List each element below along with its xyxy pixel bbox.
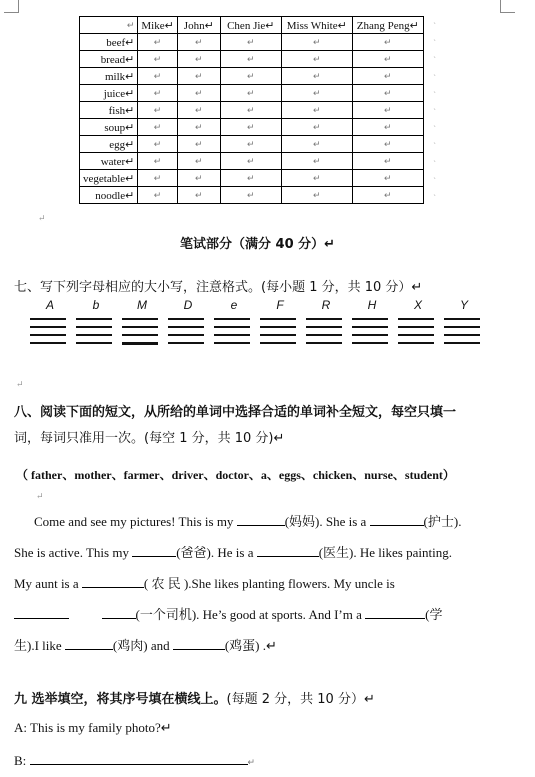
table-cell[interactable] xyxy=(352,34,423,51)
row-end-mark: ` xyxy=(433,125,437,135)
cell-mark: ↵ xyxy=(153,105,162,115)
table-row xyxy=(80,34,424,51)
writing-line xyxy=(260,326,296,328)
question-8-title xyxy=(14,400,514,452)
cell-mark: ↵ xyxy=(313,173,321,183)
food-label: milk↵ xyxy=(80,68,138,85)
question-9-line-a: A: This is my family photo?↵ xyxy=(14,720,172,735)
table-cell[interactable] xyxy=(281,85,352,102)
paragraph-mark: ↵ xyxy=(38,214,46,224)
cell-mark: ↵ xyxy=(153,88,162,98)
writing-line xyxy=(352,318,388,320)
question-8-title-line1: 八、阅读下面的短文，从所给的单词中选择合适的单词补全短文，每空只填一 xyxy=(14,405,457,420)
writing-line xyxy=(168,326,204,328)
writing-line xyxy=(168,334,204,336)
table-row xyxy=(80,119,424,136)
writing-line xyxy=(214,334,250,336)
row-end-mark: ` xyxy=(433,90,437,100)
table-cell[interactable] xyxy=(138,51,177,68)
table-header-cell: Miss White↵ xyxy=(281,17,352,34)
writing-line xyxy=(214,342,250,344)
cell-mark: ↵ xyxy=(313,122,321,132)
cell-mark: ↵ xyxy=(384,105,392,115)
writing-line xyxy=(260,342,296,344)
table-cell[interactable] xyxy=(352,68,423,85)
writing-line xyxy=(30,334,66,336)
table-cell[interactable] xyxy=(138,34,177,51)
blank-8[interactable] xyxy=(365,606,425,619)
cell-mark: ↵ xyxy=(247,54,255,64)
table-cell[interactable] xyxy=(177,102,220,119)
writing-line xyxy=(260,318,296,320)
table-row xyxy=(80,136,424,153)
row-end-mark: ` xyxy=(433,159,437,169)
row-end-mark: ` xyxy=(433,39,437,49)
blank-10[interactable] xyxy=(173,637,225,650)
cell-mark: ↵ xyxy=(153,173,162,183)
blank-3[interactable] xyxy=(132,544,176,557)
table-cell[interactable] xyxy=(281,136,352,153)
row-end-mark: ` xyxy=(433,194,437,203)
table-cell[interactable] xyxy=(177,34,220,51)
cell-mark: ↵ xyxy=(313,37,321,47)
letter-label: X xyxy=(413,298,422,312)
table-cell[interactable] xyxy=(352,102,423,119)
food-label: beef↵ xyxy=(80,34,138,51)
cell-mark: ↵ xyxy=(247,122,255,132)
cell-mark: ↵ xyxy=(247,139,255,149)
cell-mark: ↵ xyxy=(313,139,321,149)
cell-mark: ↵ xyxy=(384,122,392,132)
table-cell[interactable] xyxy=(138,68,177,85)
table-cell[interactable] xyxy=(138,153,177,170)
question-9-title: 九 选举填空，将其序号填在横线上。(每题 2 分，共 10 分）↵ xyxy=(14,692,375,707)
table-row xyxy=(80,153,424,170)
writing-line xyxy=(30,342,66,344)
cell-mark: ↵ xyxy=(195,71,203,81)
table-cell[interactable] xyxy=(177,85,220,102)
table-cell[interactable] xyxy=(177,187,220,204)
table-corner-cell: ↵ xyxy=(80,17,138,34)
table-cell[interactable] xyxy=(220,170,281,187)
table-cell[interactable] xyxy=(220,51,281,68)
letter-label: R xyxy=(321,298,331,312)
writing-line xyxy=(306,342,342,344)
cell-mark: ↵ xyxy=(195,173,203,183)
table-cell[interactable] xyxy=(281,102,352,119)
writing-line xyxy=(122,342,158,345)
cell-mark: ↵ xyxy=(195,54,203,64)
writing-line xyxy=(352,334,388,336)
cell-mark: ↵ xyxy=(195,88,203,98)
table-cell[interactable] xyxy=(281,68,352,85)
writing-line xyxy=(444,342,480,344)
writing-line xyxy=(398,342,434,344)
writing-line xyxy=(76,318,112,320)
answer-blank-b[interactable] xyxy=(30,752,248,765)
table-cell[interactable] xyxy=(352,187,423,204)
cell-mark: ↵ xyxy=(384,173,392,183)
table-cell[interactable] xyxy=(220,102,281,119)
table-row xyxy=(80,102,424,119)
cell-mark: ↵ xyxy=(247,190,255,200)
blank-4[interactable] xyxy=(257,544,319,557)
table-cell[interactable] xyxy=(177,119,220,136)
letter-label: Y xyxy=(459,298,468,312)
page-corner-mark-left xyxy=(4,0,19,13)
cell-mark: ↵ xyxy=(313,156,321,166)
writing-line xyxy=(444,318,480,320)
reading-passage: Come and see my pictures! This is my (妈妈). She is a (护士). She is active. This my (爸爸). He is a (医生). He likes painting. My aunt is a ( 农 民 ).She likes planting flowers. My uncle is (一个司机). He’s good at sports. And I’m a (学 生).I like (鸡肉) and (鸡蛋) .↵ xyxy=(14,514,462,653)
section-title: 笔试部分（满分 40 分）↵ xyxy=(180,237,336,252)
writing-line xyxy=(444,326,480,328)
cell-mark: ↵ xyxy=(195,122,203,132)
cell-mark: ↵ xyxy=(195,105,203,115)
blank-6[interactable] xyxy=(14,606,69,619)
writing-line xyxy=(398,334,434,336)
table-cell[interactable] xyxy=(177,51,220,68)
table-cell[interactable] xyxy=(281,51,352,68)
blank-5[interactable] xyxy=(82,575,144,588)
writing-line xyxy=(30,326,66,328)
cell-mark: ↵ xyxy=(313,71,321,81)
food-preference-table xyxy=(79,16,424,204)
table-cell[interactable] xyxy=(177,136,220,153)
question-7-title: 七、写下列字母相应的大小写，注意格式。(每小题 1 分，共 10 分）↵ xyxy=(14,280,423,295)
table-cell[interactable] xyxy=(352,153,423,170)
table-cell[interactable] xyxy=(352,170,423,187)
cell-mark: ↵ xyxy=(153,71,162,81)
food-label: soup↵ xyxy=(80,119,138,136)
cell-mark: ↵ xyxy=(384,156,392,166)
writing-line xyxy=(306,326,342,328)
food-label: noodle↵ xyxy=(80,187,138,204)
letter-label: e xyxy=(230,298,238,312)
writing-line xyxy=(122,334,158,336)
table-cell[interactable] xyxy=(352,119,423,136)
table-cell[interactable] xyxy=(138,119,177,136)
table-row xyxy=(80,68,424,85)
table-cell[interactable] xyxy=(281,153,352,170)
cell-mark: ↵ xyxy=(384,139,392,149)
table-header-cell: Chen Jie↵ xyxy=(220,17,281,34)
food-label: egg↵ xyxy=(80,136,138,153)
cell-mark: ↵ xyxy=(195,156,203,166)
food-label: fish↵ xyxy=(80,102,138,119)
letter-label: D xyxy=(183,298,193,312)
row-end-mark: ` xyxy=(433,142,437,152)
table-cell[interactable] xyxy=(220,68,281,85)
food-label: bread↵ xyxy=(80,51,138,68)
cell-mark: ↵ xyxy=(384,37,392,47)
cell-mark: ↵ xyxy=(313,88,321,98)
cell-mark: ↵ xyxy=(247,37,255,47)
table-cell[interactable] xyxy=(138,85,177,102)
cell-mark: ↵ xyxy=(247,88,255,98)
paragraph-mark: ↵ xyxy=(16,380,24,390)
row-end-mark: ` xyxy=(433,73,437,83)
writing-line xyxy=(260,334,296,336)
table-cell[interactable] xyxy=(220,119,281,136)
cell-mark: ↵ xyxy=(384,71,392,81)
writing-line xyxy=(214,326,250,328)
table-cell[interactable] xyxy=(177,68,220,85)
table-header-cell: John↵ xyxy=(177,17,220,34)
cell-mark: ↵ xyxy=(247,71,255,81)
row-end-mark: ` xyxy=(433,22,437,31)
cell-mark: ↵ xyxy=(195,139,203,149)
writing-line xyxy=(122,318,158,320)
writing-line xyxy=(168,318,204,320)
table-cell[interactable] xyxy=(138,102,177,119)
table-header-cell: Mike↵ xyxy=(138,17,177,34)
question-9-line-b: B: ↵ xyxy=(14,753,256,768)
food-label: vegetable↵ xyxy=(80,170,138,187)
letter-label: H xyxy=(367,298,377,312)
cell-mark: ↵ xyxy=(313,190,321,200)
paragraph-mark: ↵ xyxy=(36,492,44,502)
cell-mark: ↵ xyxy=(247,156,255,166)
table-header-cell: Zhang Peng↵ xyxy=(352,17,423,34)
cell-mark: ↵ xyxy=(153,139,162,149)
table-cell[interactable] xyxy=(138,170,177,187)
question-8-title-line2: 词，每词只准用一次。(每空 1 分，共 10 分)↵ xyxy=(14,431,285,446)
writing-line xyxy=(214,318,250,320)
cell-mark: ↵ xyxy=(313,54,321,64)
writing-line xyxy=(168,342,204,344)
cell-mark: ↵ xyxy=(153,156,162,166)
blank-2[interactable] xyxy=(370,513,424,526)
cell-mark: ↵ xyxy=(153,122,162,132)
writing-line xyxy=(398,318,434,320)
table-row xyxy=(80,85,424,102)
writing-line xyxy=(76,334,112,336)
food-label: juice↵ xyxy=(80,85,138,102)
writing-line xyxy=(76,326,112,328)
table-cell[interactable] xyxy=(220,187,281,204)
writing-line xyxy=(306,334,342,336)
writing-line xyxy=(306,318,342,320)
table-cell[interactable] xyxy=(281,34,352,51)
cell-mark: ↵ xyxy=(153,37,162,47)
writing-line xyxy=(444,334,480,336)
row-end-mark: ` xyxy=(433,108,437,117)
table-cell[interactable] xyxy=(138,187,177,204)
table-cell[interactable] xyxy=(220,153,281,170)
cell-mark: ↵ xyxy=(195,190,203,200)
table-header-row xyxy=(80,17,424,34)
letter-label: A xyxy=(45,298,54,312)
blank-1[interactable] xyxy=(237,513,285,526)
letter-writing-lines xyxy=(30,298,490,358)
table-row xyxy=(80,51,424,68)
table-row xyxy=(80,170,424,187)
writing-line xyxy=(30,318,66,320)
page-corner-mark-right xyxy=(500,0,515,13)
table-cell[interactable] xyxy=(352,136,423,153)
table-cell[interactable] xyxy=(281,170,352,187)
cell-mark: ↵ xyxy=(384,88,392,98)
word-bank: （ father、mother、farmer、driver、doctor、a、eggs、chicken、nurse、student） xyxy=(16,468,455,482)
cell-mark: ↵ xyxy=(247,105,255,115)
table-row xyxy=(80,187,424,204)
cell-mark: ↵ xyxy=(247,173,255,183)
blank-7[interactable] xyxy=(102,606,136,619)
table-cell[interactable] xyxy=(281,187,352,204)
cell-mark: ↵ xyxy=(384,54,392,64)
table-cell[interactable] xyxy=(281,119,352,136)
letter-label: F xyxy=(276,298,284,312)
letter-label: b xyxy=(92,298,100,312)
writing-line xyxy=(352,342,388,344)
table-cell[interactable] xyxy=(352,85,423,102)
writing-line xyxy=(122,326,158,328)
row-end-mark: ` xyxy=(433,56,437,66)
cell-mark: ↵ xyxy=(153,190,162,200)
letter-label: M xyxy=(137,298,147,312)
cell-mark: ↵ xyxy=(195,37,203,47)
table-cell[interactable] xyxy=(177,153,220,170)
cell-mark: ↵ xyxy=(153,54,162,64)
writing-line xyxy=(398,326,434,328)
cell-mark: ↵ xyxy=(384,190,392,200)
table-cell[interactable] xyxy=(177,170,220,187)
table-cell[interactable] xyxy=(220,34,281,51)
table-cell[interactable] xyxy=(220,85,281,102)
blank-9[interactable] xyxy=(65,637,113,650)
cell-mark: ↵ xyxy=(313,105,321,115)
table-cell[interactable] xyxy=(138,136,177,153)
table-cell[interactable] xyxy=(352,51,423,68)
table-cell[interactable] xyxy=(220,136,281,153)
writing-line xyxy=(352,326,388,328)
food-label: water↵ xyxy=(80,153,138,170)
writing-line xyxy=(76,342,112,344)
row-end-mark: ` xyxy=(433,176,437,186)
